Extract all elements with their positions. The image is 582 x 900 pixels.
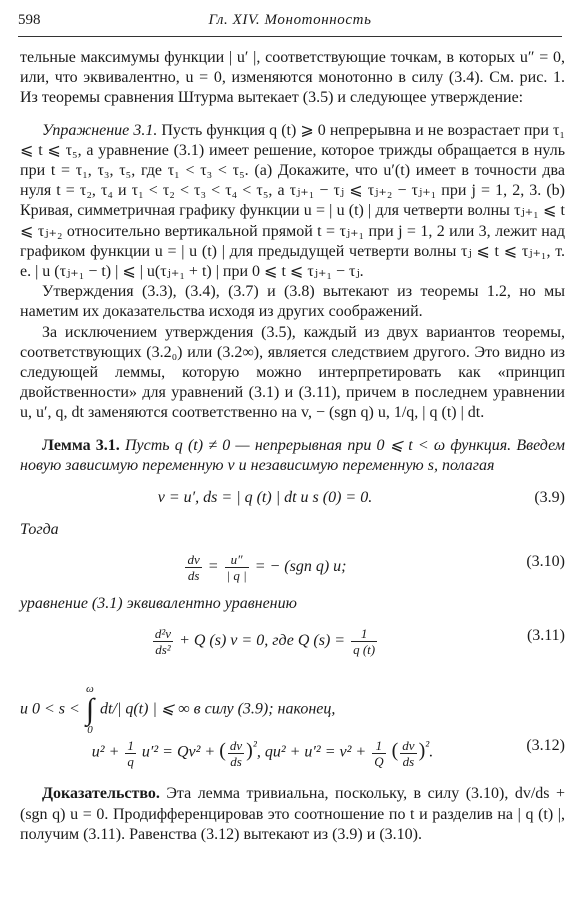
integral-bound-line [20,670,565,737]
fraction-1-q-a: $\frac{1}{q}$ [127,737,134,769]
proof-label: Доказательство. [42,785,160,803]
equation-3-11-body: $\frac{\text{d²v}}{\text{ds²}}$ + Q (s) v = 0, где Q (s) = $\frac{1}{q (t)}$ [154,626,376,658]
equation-3-12-body: u² + $\frac{1}{q}$ u′² = Qv² + ( $\frac{dv}{ds}$ )$^{^2}$, qu² + u′² = v² + $\frac{1}{Q}$ ( $\frac{dv}{ds}$ )$^{^2}$. [91,737,434,769]
header-rule [18,36,562,37]
equation-3-9-body: v = u′, ds = | q (t) | dt и s (0) = 0. [157,489,373,507]
lemma-then: Тогда [20,521,59,539]
exercise-text: Пусть функция q (t) ⩾ 0 непрерывна и не возрастает при τ₁ ⩽ t ⩽ τ₅, а уравнение (3.1) имеет решение, которое трижды обращается в нуль при t = τ₁, τ₃, τ₅, где τ₁ < τ₃ < τ₅. (a) Докажите, что u′(t) имеет в точности два нуля t = τ₂, τ₄ и τ₁ < τ₂ < τ₃ < τ₄ < τ₅, а τⱼ₊₁ − τⱼ ⩽ τⱼ₊₂ − τⱼ₊₁ при j = 1, 2, 3. (b) Кривая, симметричная графику функции u = | u (t) | для четверти волны τⱼ₊₁ ⩽ t ⩽ τⱼ₊₂ относительно вертикальной прямой t = τⱼ₊₁ при j = 1, 2 или 3, лежит над графиком функции u = | u (t) | для предыдущей четверти волны τⱼ ⩽ t ⩽ τⱼ₊₁, т. е. | u (τⱼ₊₁ − t) | ⩽ | u(τⱼ₊₁ + t) | при 0 ⩽ t ⩽ τⱼ₊₁ − τⱼ. [20,121,566,281]
fraction-d2v-ds2: $\frac{\text{d²v}}{\text{ds²}}$ [154,626,172,658]
equation-3-11-number: (3.11) [526,627,565,645]
equation-3-12 [20,732,565,772]
paragraph-duality: За исключением утверждения (3.5), каждый из двух вариантов теоремы, соответствующих (3.2₀) или (3.2∞), является следствием другого. Это видно из следующей леммы, которую можно интерпретировать как «принцип двойственности» для уравнений (3.1) и (3.11), причем в последнем уравнении u, u′, q, dt заменяются соответственно на v, − (sgn q) u, 1/q, | q (t) | dt. [20,323,565,422]
equation-3-11 [20,622,565,662]
equation-3-12-number: (3.12) [526,737,565,755]
fraction-1-Q: $\frac{1}{Q}$ [374,737,384,769]
page-header [18,12,562,34]
page-number: 598 [18,12,41,28]
equation-3-10 [20,548,565,588]
exercise-label: Упражнение 3.1. [42,121,158,139]
fraction-dv-ds-b: $\frac{dv}{ds}$ [402,737,415,769]
fraction-dv-ds-a: $\frac{dv}{ds}$ [229,737,243,769]
equation-3-9 [20,484,565,514]
fraction-dv-ds: $\frac{dv}{ds}$ [187,552,200,584]
lemma-paragraph [20,436,565,476]
paragraph-statements: Утверждения (3.3), (3.4), (3.7) и (3.8) вытекают из теоремы 1.2, но мы наметим их доказательства исходя из других соображений. [20,283,565,321]
integral-sign: ω ∫ 0 [85,683,95,737]
page-body [20,48,565,845]
integral-bound-text: и 0 < s < ω ∫ 0 dt/| q(t) | ⩽ ∞ в силу (3.9); наконец, [20,683,336,737]
proof-text: Эта лемма тривиальна, поскольку, в силу (3.10), dv/ds + (sgn q) u = 0. Продифференцировав это соотношение по t и разделив на | q (t) |, получим (3.11). Равенства (3.12) вытекают из (3.9) и (3.10). [20,785,565,843]
lemma-equivalence: уравнение (3.1) эквивалентно уравнению [20,595,297,613]
equation-3-10-body: $\frac{dv}{ds}$ = $\frac{u''}{| q |}$ = − (sgn q) u; [187,552,347,584]
lemma-label: Лемма 3.1. [42,436,120,454]
equation-3-9-number: (3.9) [534,489,565,507]
exercise-paragraph [20,121,565,283]
paragraph-intro: тельные максимумы функции | u′ |, соответствующие точкам, в которых u″ = 0, или, что эквивалентно, u = 0, изменяются монотонно в силу (3.4). См. рис. 1. Из теоремы сравнения Штурма вытекает (3.5) и следующее утверждение: [20,49,565,107]
lemma-text: Пусть q (t) ≠ 0 — непрерывная при 0 ⩽ t < ω функция. Введем новую зависимую переменную v и независимую переменную s, полагая [20,436,565,474]
proof-paragraph [20,784,565,845]
running-title: Гл. XIV. Монотонность [208,12,372,28]
fraction-1-q: $\frac{1}{q (t)}$ [353,626,376,658]
fraction-u2-q: $\frac{u''}{| q |}$ [226,552,247,584]
equation-3-10-number: (3.10) [526,553,565,571]
